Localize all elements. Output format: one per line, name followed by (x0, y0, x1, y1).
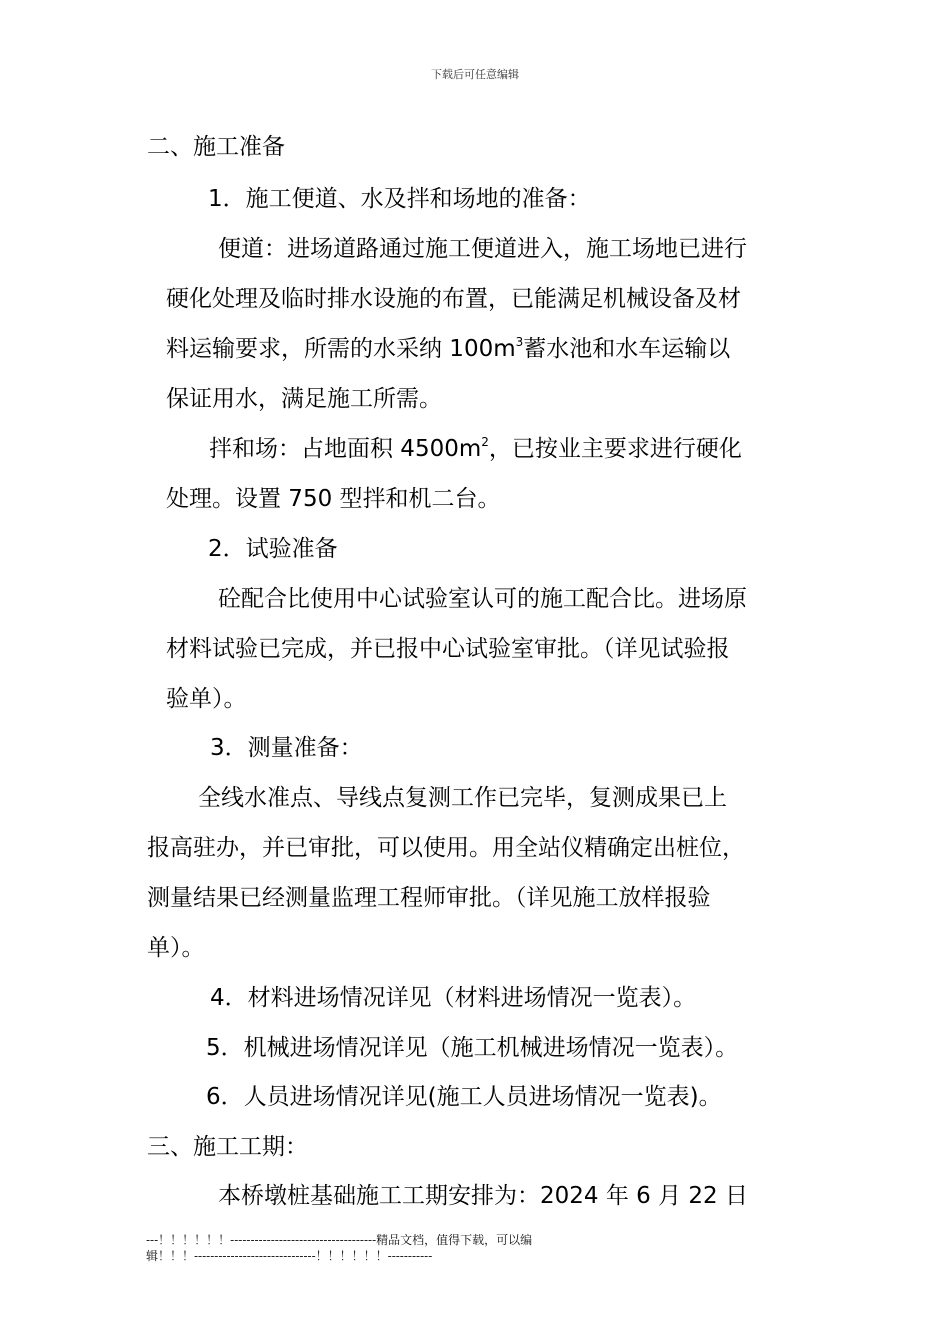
road-line-1: 便道：进场道路通过施工便道进入，施工场地已进行 (218, 236, 747, 262)
item-3-title: 3．测量准备： (210, 735, 363, 761)
road-line-2: 硬化处理及临时排水设施的布置，已能满足机械设备及材 (166, 286, 741, 312)
test-line-3: 验单）。 (166, 686, 247, 712)
survey-line-1: 全线水准点、导线点复测工作已完毕，复测成果已上 (198, 785, 727, 811)
road-line-3-b: 蓄水池和水车运输以 (523, 336, 731, 362)
footer-line-2: 辑！！！------------------------------！！！！！！----------- (146, 1249, 433, 1263)
survey-line-3: 测量结果已经测量监理工程师审批。（详见施工放样报验 (147, 885, 711, 911)
cubic-superscript: 3 (515, 335, 524, 349)
survey-line-4: 单）。 (147, 935, 205, 961)
mix-line-1-a: 拌和场：占地面积 4500m (209, 436, 482, 462)
item-4: 4．材料进场情况详见（材料进场情况一览表）。 (210, 985, 697, 1011)
road-line-3 (166, 334, 730, 364)
square-superscript: 2 (481, 435, 489, 449)
road-line-3-a: 料运输要求，所需的水采纳 100m (166, 336, 516, 362)
mix-line-1 (209, 434, 742, 464)
test-line-1: 砼配合比使用中心试验室认可的施工配合比。进场原 (218, 586, 747, 612)
page-header: 下载后可任意编辑 (431, 68, 519, 81)
item-5: 5．机械进场情况详见（施工机械进场情况一览表）。 (206, 1035, 739, 1061)
section-3-title: 三、施工工期： (147, 1134, 308, 1160)
period-line-1: 本桥墩桩基础施工工期安排为：2024 年 6 月 22 日 (218, 1183, 748, 1209)
footer-line-1: ---！！！！！！------------------------------------精品文档，值得下载，可以编 (146, 1233, 533, 1247)
survey-line-2: 报高驻办，并已审批，可以使用。用全站仪精确定出桩位， (147, 835, 745, 861)
mix-line-2: 处理。设置 750 型拌和机二台。 (166, 486, 501, 512)
mix-line-1-b: ，已按业主要求进行硬化 (488, 436, 742, 462)
item-1-title: 1．施工便道、水及拌和场地的准备： (208, 186, 591, 212)
item-6: 6．人员进场情况详见(施工人员进场情况一览表)。 (206, 1084, 722, 1110)
test-line-2: 材料试验已完成，并已报中心试验室审批。（详见试验报 (166, 636, 730, 662)
section-2-title: 二、施工准备 (147, 134, 285, 160)
road-line-4: 保证用水，满足施工所需。 (166, 386, 442, 412)
item-2-title: 2．试验准备 (208, 536, 338, 562)
